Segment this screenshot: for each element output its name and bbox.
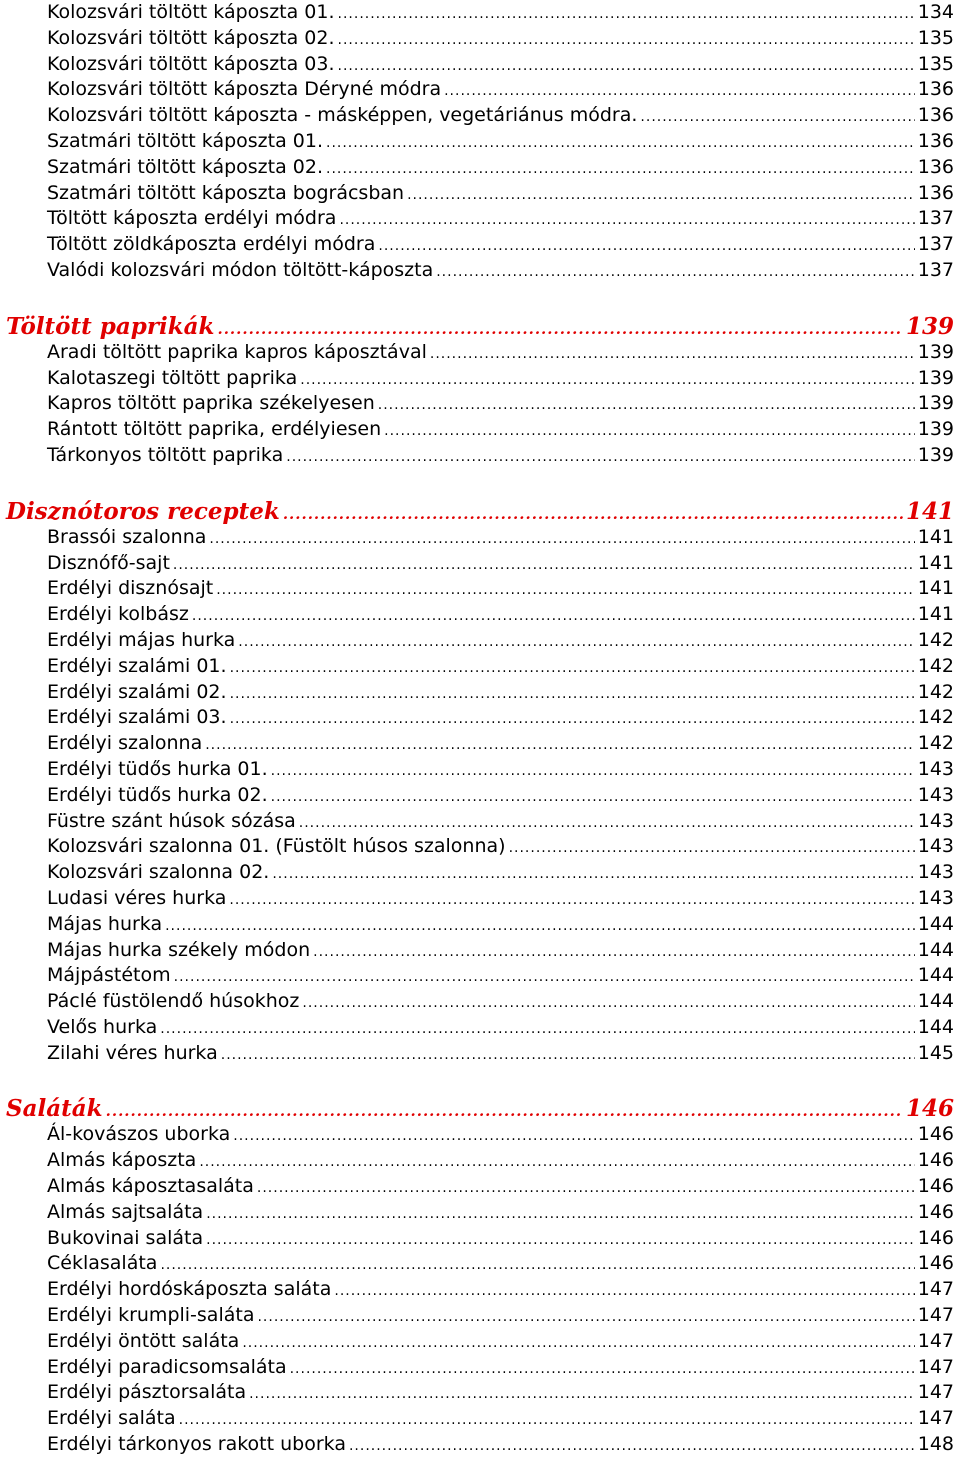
toc-entry[interactable] (0, 1148, 960, 1174)
entry-title: Erdélyi szalámi 02. (47, 680, 230, 706)
entry-title: Ál-kovászos uborka (47, 1122, 233, 1148)
page-number: 144 (915, 1015, 954, 1041)
page-number: 146 (915, 1251, 954, 1277)
toc-entry[interactable] (0, 181, 960, 207)
dot-leader (230, 707, 915, 733)
dot-leader (302, 991, 914, 1017)
toc-section-heading[interactable] (0, 314, 960, 340)
toc-leader-line (47, 1355, 954, 1381)
entry-title: Erdélyi tüdős hurka 01. (47, 757, 271, 783)
dot-leader (206, 1228, 915, 1254)
dot-leader (349, 1434, 915, 1460)
toc-entry[interactable] (0, 258, 960, 284)
page-number: 147 (915, 1355, 954, 1381)
toc-leader-line (47, 680, 954, 706)
dot-leader (173, 553, 915, 579)
entry-title: Szatmári töltött káposzta 01. (47, 129, 326, 155)
entry-title: Kolozsvári szalonna 02. (47, 860, 272, 886)
page-number: 144 (915, 938, 954, 964)
entry-title: Páclé füstölendő húsokhoz (47, 989, 302, 1015)
toc-entry[interactable] (0, 886, 960, 912)
toc-entry[interactable] (0, 155, 960, 181)
dot-leader (509, 836, 915, 862)
entry-title: Erdélyi szalonna (47, 731, 205, 757)
toc-leader-line (47, 654, 954, 680)
toc-leader-line (6, 314, 954, 340)
page-number: 136 (915, 77, 954, 103)
entry-title: Disznófő-sajt (47, 551, 173, 577)
page-number: 146 (915, 1226, 954, 1252)
toc-entry[interactable] (0, 1251, 960, 1277)
entry-title: Velős hurka (47, 1015, 160, 1041)
page-number: 142 (915, 628, 954, 654)
dot-leader (326, 131, 915, 157)
entry-title: Erdélyi tárkonyos rakott uborka (47, 1432, 349, 1458)
page-number: 147 (915, 1406, 954, 1432)
toc-entry[interactable] (0, 731, 960, 757)
toc-entry[interactable] (0, 340, 960, 366)
entry-title: Májas hurka székely módon (47, 938, 313, 964)
toc-leader-line (47, 551, 954, 577)
dot-leader (334, 1279, 914, 1305)
toc-leader-line (47, 1174, 954, 1200)
page-number: 136 (915, 181, 954, 207)
toc-leader-line (47, 366, 954, 392)
toc-leader-line (47, 1277, 954, 1303)
toc-leader-line (47, 834, 954, 860)
page-number: 144 (915, 963, 954, 989)
toc-entry[interactable] (0, 26, 960, 52)
entry-title: Töltött káposzta erdélyi módra (47, 206, 339, 232)
toc-entry[interactable] (0, 705, 960, 731)
page-number: 142 (915, 654, 954, 680)
entry-title: Kolozsvári töltött káposzta - másképpen, vegetáriánus módra. (47, 103, 640, 129)
section-title: Töltött paprikák (6, 314, 217, 340)
entry-title: Erdélyi tüdős hurka 02. (47, 783, 271, 809)
toc-entry[interactable] (0, 912, 960, 938)
entry-title: Erdélyi hordóskáposzta saláta (47, 1277, 334, 1303)
dot-leader (436, 260, 915, 286)
entry-title: Kolozsvári töltött káposzta 01. (47, 0, 338, 26)
section-spacer (0, 469, 960, 499)
dot-leader (430, 342, 915, 368)
toc-leader-line (6, 1096, 954, 1122)
page-number: 135 (915, 26, 954, 52)
dot-leader (286, 445, 914, 471)
toc-entry[interactable] (0, 443, 960, 469)
page-number: 142 (915, 705, 954, 731)
dot-leader (378, 393, 915, 419)
dot-leader (174, 965, 915, 991)
toc-leader-line (47, 1303, 954, 1329)
entry-title: Kapros töltött paprika székelyesen (47, 391, 378, 417)
entry-title: Kalotaszegi töltött paprika (47, 366, 300, 392)
entry-title: Májpástétom (47, 963, 174, 989)
page-number: 139 (903, 314, 954, 340)
page-number: 137 (915, 206, 954, 232)
dot-leader (257, 1305, 914, 1331)
toc-leader-line (47, 340, 954, 366)
page-number: 147 (915, 1303, 954, 1329)
page-number: 139 (915, 443, 954, 469)
dot-leader (230, 656, 915, 682)
dot-leader (338, 54, 915, 80)
toc-section-heading[interactable] (0, 499, 960, 525)
page-number: 143 (915, 783, 954, 809)
toc-entry[interactable] (0, 1041, 960, 1067)
page-number: 136 (915, 103, 954, 129)
toc-leader-line (47, 206, 954, 232)
dot-leader (272, 862, 914, 888)
dot-leader (217, 317, 903, 343)
page-number: 145 (915, 1041, 954, 1067)
toc-entry[interactable] (0, 757, 960, 783)
toc-entry[interactable] (0, 860, 960, 886)
section-spacer (0, 1066, 960, 1096)
toc-leader-line (47, 1251, 954, 1277)
page-number: 146 (915, 1200, 954, 1226)
page-number: 143 (915, 886, 954, 912)
entry-title: Erdélyi pásztorsaláta (47, 1380, 249, 1406)
toc-entry[interactable] (0, 938, 960, 964)
entry-title: Aradi töltött paprika kapros káposztával (47, 340, 430, 366)
toc-entry[interactable] (0, 1380, 960, 1406)
page-number: 147 (915, 1329, 954, 1355)
entry-title: Erdélyi szalámi 03. (47, 705, 230, 731)
entry-title: Erdélyi öntött saláta (47, 1329, 242, 1355)
toc-entry[interactable] (0, 206, 960, 232)
toc-leader-line (47, 912, 954, 938)
toc-entry[interactable] (0, 654, 960, 680)
page-number: 148 (915, 1432, 954, 1458)
dot-leader (165, 914, 915, 940)
dot-leader (407, 183, 915, 209)
toc-leader-line (47, 0, 954, 26)
entry-title: Töltött zöldkáposzta erdélyi módra (47, 232, 378, 258)
toc-entry[interactable] (0, 1303, 960, 1329)
page-number: 143 (915, 860, 954, 886)
dot-leader (179, 1408, 915, 1434)
entry-title: Rántott töltött paprika, erdélyiesen (47, 417, 384, 443)
toc-entry[interactable] (0, 1406, 960, 1432)
dot-leader (192, 604, 915, 630)
dot-leader (271, 785, 915, 811)
dot-leader (257, 1176, 915, 1202)
page-number: 142 (915, 680, 954, 706)
entry-title: Erdélyi disznósajt (47, 576, 216, 602)
toc-leader-line (47, 989, 954, 1015)
toc-leader-line (47, 860, 954, 886)
toc-entry[interactable] (0, 1277, 960, 1303)
dot-leader (338, 28, 915, 54)
toc-leader-line (47, 886, 954, 912)
toc-leader-line (47, 576, 954, 602)
toc-leader-line (47, 705, 954, 731)
dot-leader (640, 105, 914, 131)
entry-title: Brassói szalonna (47, 525, 209, 551)
toc-leader-line (47, 129, 954, 155)
toc-leader-line (47, 232, 954, 258)
dot-leader (326, 157, 915, 183)
toc-entry[interactable] (0, 680, 960, 706)
toc-leader-line (47, 181, 954, 207)
entry-title: Szatmári töltött káposzta 02. (47, 155, 326, 181)
toc-leader-line (47, 417, 954, 443)
toc-leader-line (47, 77, 954, 103)
dot-leader (378, 234, 914, 260)
page-number: 135 (915, 52, 954, 78)
page-number: 137 (915, 258, 954, 284)
toc-entry[interactable] (0, 1432, 960, 1458)
toc-entry[interactable] (0, 366, 960, 392)
toc-entry[interactable] (0, 1174, 960, 1200)
dot-leader (238, 630, 914, 656)
dot-leader (230, 682, 915, 708)
page-number: 141 (915, 602, 954, 628)
toc-entry[interactable] (0, 417, 960, 443)
toc-leader-line (47, 757, 954, 783)
dot-leader (199, 1150, 914, 1176)
toc-leader-line (47, 1380, 954, 1406)
page-number: 136 (915, 129, 954, 155)
page-number: 141 (915, 525, 954, 551)
page-number: 143 (915, 809, 954, 835)
toc-leader-line (47, 938, 954, 964)
dot-leader (271, 759, 915, 785)
dot-leader (242, 1331, 914, 1357)
toc-entry[interactable] (0, 103, 960, 129)
entry-title: Almás káposztasaláta (47, 1174, 257, 1200)
toc-entry[interactable] (0, 602, 960, 628)
entry-title: Kolozsvári töltött káposzta 02. (47, 26, 338, 52)
toc-leader-line (47, 1148, 954, 1174)
entry-title: Kolozsvári töltött káposzta Déryné módra (47, 77, 444, 103)
toc-entry[interactable] (0, 809, 960, 835)
page-number: 146 (903, 1096, 954, 1122)
toc-leader-line (47, 1122, 954, 1148)
toc-entry[interactable] (0, 52, 960, 78)
page-number: 139 (915, 391, 954, 417)
entry-title: Májas hurka (47, 912, 165, 938)
page-number: 139 (915, 366, 954, 392)
entry-title: Kolozsvári szalonna 01. (Füstölt húsos szalonna) (47, 834, 509, 860)
toc-leader-line (47, 1200, 954, 1226)
dot-leader (444, 79, 915, 105)
toc-entry[interactable] (0, 1200, 960, 1226)
toc-leader-line (47, 391, 954, 417)
dot-leader (221, 1043, 915, 1069)
toc-leader-line (6, 499, 954, 525)
section-title: Disznótoros receptek (6, 499, 283, 525)
dot-leader (299, 811, 915, 837)
toc-leader-line (47, 963, 954, 989)
toc-entry[interactable] (0, 783, 960, 809)
entry-title: Ludasi véres hurka (47, 886, 229, 912)
toc-leader-line (47, 1329, 954, 1355)
dot-leader (160, 1253, 914, 1279)
entry-title: Szatmári töltött káposzta bográcsban (47, 181, 407, 207)
toc-leader-line (47, 52, 954, 78)
page-number: 146 (915, 1148, 954, 1174)
dot-leader (233, 1124, 914, 1150)
section-spacer (0, 284, 960, 314)
entry-title: Bukovinai saláta (47, 1226, 206, 1252)
dot-leader (209, 527, 914, 553)
dot-leader (160, 1017, 914, 1043)
toc-leader-line (47, 1226, 954, 1252)
page-number: 141 (915, 576, 954, 602)
dot-leader (216, 578, 915, 604)
dot-leader (313, 940, 915, 966)
toc-leader-line (47, 103, 954, 129)
page-number: 143 (915, 834, 954, 860)
entry-title: Zilahi véres hurka (47, 1041, 221, 1067)
entry-title: Valódi kolozsvári módon töltött-káposzta (47, 258, 436, 284)
page-number: 134 (915, 0, 954, 26)
page-number: 141 (915, 551, 954, 577)
page-number: 144 (915, 989, 954, 1015)
toc-entry[interactable] (0, 232, 960, 258)
dot-leader (300, 368, 914, 394)
page-number: 136 (915, 155, 954, 181)
dot-leader (229, 888, 914, 914)
toc-leader-line (47, 1041, 954, 1067)
toc-entry[interactable] (0, 525, 960, 551)
toc-entry[interactable] (0, 1355, 960, 1381)
page-number: 147 (915, 1380, 954, 1406)
dot-leader (290, 1357, 915, 1383)
toc-entry[interactable] (0, 1329, 960, 1355)
entry-title: Erdélyi májas hurka (47, 628, 238, 654)
toc-leader-line (47, 26, 954, 52)
toc-leader-line (47, 602, 954, 628)
toc-leader-line (47, 258, 954, 284)
page-number: 143 (915, 757, 954, 783)
toc-entry[interactable] (0, 77, 960, 103)
toc-entry[interactable] (0, 628, 960, 654)
entry-title: Füstre szánt húsok sózása (47, 809, 299, 835)
toc-entry[interactable] (0, 834, 960, 860)
dot-leader (384, 419, 915, 445)
toc-entry[interactable] (0, 0, 960, 26)
entry-title: Almás káposzta (47, 1148, 199, 1174)
toc-entry[interactable] (0, 989, 960, 1015)
entry-title: Céklasaláta (47, 1251, 160, 1277)
toc-entry[interactable] (0, 1226, 960, 1252)
dot-leader (339, 208, 914, 234)
entry-title: Erdélyi kolbász (47, 602, 192, 628)
toc-leader-line (47, 525, 954, 551)
toc-entry[interactable] (0, 1122, 960, 1148)
dot-leader (249, 1382, 915, 1408)
dot-leader (205, 733, 915, 759)
toc-leader-line (47, 731, 954, 757)
toc-leader-line (47, 809, 954, 835)
page-number: 141 (903, 499, 954, 525)
toc-leader-line (47, 1015, 954, 1041)
toc-entry[interactable] (0, 963, 960, 989)
page-number: 146 (915, 1122, 954, 1148)
entry-title: Almás sajtsaláta (47, 1200, 206, 1226)
entry-title: Erdélyi saláta (47, 1406, 179, 1432)
entry-title: Erdélyi paradicsomsaláta (47, 1355, 290, 1381)
dot-leader (283, 502, 903, 528)
toc-leader-line (47, 155, 954, 181)
page-number: 147 (915, 1277, 954, 1303)
toc-entry[interactable] (0, 551, 960, 577)
page-number: 139 (915, 340, 954, 366)
page-number: 137 (915, 232, 954, 258)
dot-leader (206, 1202, 915, 1228)
dot-leader (106, 1099, 903, 1125)
page-number: 139 (915, 417, 954, 443)
section-title: Saláták (6, 1096, 106, 1122)
toc-entry[interactable] (0, 1015, 960, 1041)
entry-title: Tárkonyos töltött paprika (47, 443, 286, 469)
entry-title: Kolozsvári töltött káposzta 03. (47, 52, 338, 78)
toc-entry[interactable] (0, 576, 960, 602)
toc-leader-line (47, 1406, 954, 1432)
toc-leader-line (47, 1432, 954, 1458)
toc-leader-line (47, 443, 954, 469)
toc-entry[interactable] (0, 391, 960, 417)
page-number: 144 (915, 912, 954, 938)
dot-leader (338, 2, 915, 28)
entry-title: Erdélyi szalámi 01. (47, 654, 230, 680)
toc-leader-line (47, 628, 954, 654)
toc-section-heading[interactable] (0, 1096, 960, 1122)
page-number: 146 (915, 1174, 954, 1200)
entry-title: Erdélyi krumpli-saláta (47, 1303, 257, 1329)
toc-entry[interactable] (0, 129, 960, 155)
toc-leader-line (47, 783, 954, 809)
page-number: 142 (915, 731, 954, 757)
